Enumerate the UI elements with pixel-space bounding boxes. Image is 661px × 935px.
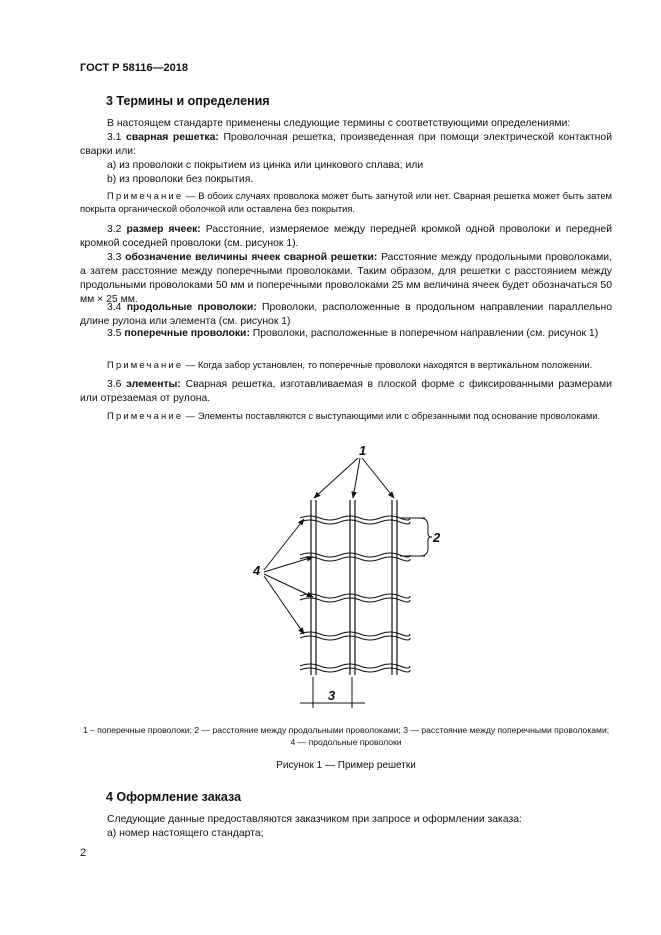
figure-title: Рисунок 1 — Пример решетки — [276, 760, 416, 771]
figure-label-1: 1 — [359, 443, 367, 458]
figure-label-2: 2 — [433, 530, 441, 545]
term-3-1-item-b: b) из проволоки без покрытия. — [107, 174, 254, 185]
term-number: 3.1 — [107, 132, 122, 143]
note-label: Примечание — [107, 359, 184, 370]
term-definition: Проволоки, расположенные в поперечном направлении (см. рисунок 1) — [249, 328, 599, 339]
term-number: 3.5 — [107, 328, 122, 339]
section-4-intro: Следующие данные предоставляются заказчиком при запросе и оформлении заказа: — [107, 814, 522, 825]
term-name: обозначение величины ячеек сварной решетки: — [125, 252, 378, 263]
term-number: 3.3 — [107, 252, 122, 263]
figure-label-4: 4 — [253, 563, 261, 578]
term-name: элементы: — [126, 379, 181, 390]
section-4-item-a: а) номер настоящего стандарта; — [107, 828, 264, 839]
term-name: продольные проволоки: — [126, 302, 257, 313]
section-4-title: 4 Оформление заказа — [106, 790, 242, 804]
section-3-title: 3 Термины и определения — [106, 94, 270, 108]
term-definition: Сварная решетка, изготавливаемая в плоской форме с фиксированными размерами или отрезаемая от рулона. — [80, 379, 612, 404]
note-label: Примечание — [107, 190, 184, 201]
term-definition: Расстояние, измеряемое между передней кромкой одной проволоки и передней кромкой соседней проволоки (см. рисунок 1). — [80, 224, 613, 249]
term-name: размер ячеек: — [126, 224, 201, 235]
note-text: — В обоих случаях проволока может быть загнутой или нет. Сварная решетка может быть затем покрыта органической оболочкой или оставлена без покрытия. — [80, 190, 612, 214]
figure-caption: 1 – поперечные проволоки; 2 — расстояние между продольными проволоками; 3 — расстояние между поперечными проволоками; 4 — продольные проволоки — [82, 725, 610, 747]
page-number: 2 — [80, 847, 87, 859]
term-definition: Проволоки, расположенные в продольном направлении параллельно длине рулона или элемента (см. рисунок 1) — [80, 302, 612, 327]
note-label: Примечание — [107, 410, 184, 421]
figure-label-3: 3 — [328, 688, 336, 703]
term-3-1-item-a: а) из проволоки с покрытием из цинка или цинкового сплава; или — [107, 160, 424, 171]
term-name: поперечные проволоки: — [124, 328, 250, 339]
note-text: — Элементы поставляются с выступающими или с обрезанными под основание проволоками. — [183, 410, 601, 421]
term-number: 3.2 — [107, 224, 122, 235]
longitudinal-wires — [311, 500, 397, 675]
term-name: сварная решетка: — [126, 132, 219, 143]
term-number: 3.6 — [107, 379, 122, 390]
term-number: 3.4 — [107, 302, 122, 313]
note-text: — Когда забор установлен, то поперечные проволоки находятся в вертикальном положении. — [183, 359, 593, 370]
section-3-intro: В настоящем стандарте применены следующие термины с соответствующими определениями: — [107, 118, 571, 129]
term-definition: Проволочная решетка, произведенная при помощи электрической контактной сварки или: — [80, 132, 613, 157]
document-header: ГОСТ Р 58116—2018 — [80, 62, 188, 74]
label-4-arrows — [264, 519, 313, 634]
term-definition: Расстояние между продольными проволоками, а затем расстояние между поперечными проволоками. Таким образом, для решетки с расстоянием между продольными проволоками 50 мм и поперечными проволоками 25 мм величина ячеек будет обозначаться 50 мм × 25 мм. — [80, 252, 612, 305]
label-1-arrows — [314, 458, 394, 498]
